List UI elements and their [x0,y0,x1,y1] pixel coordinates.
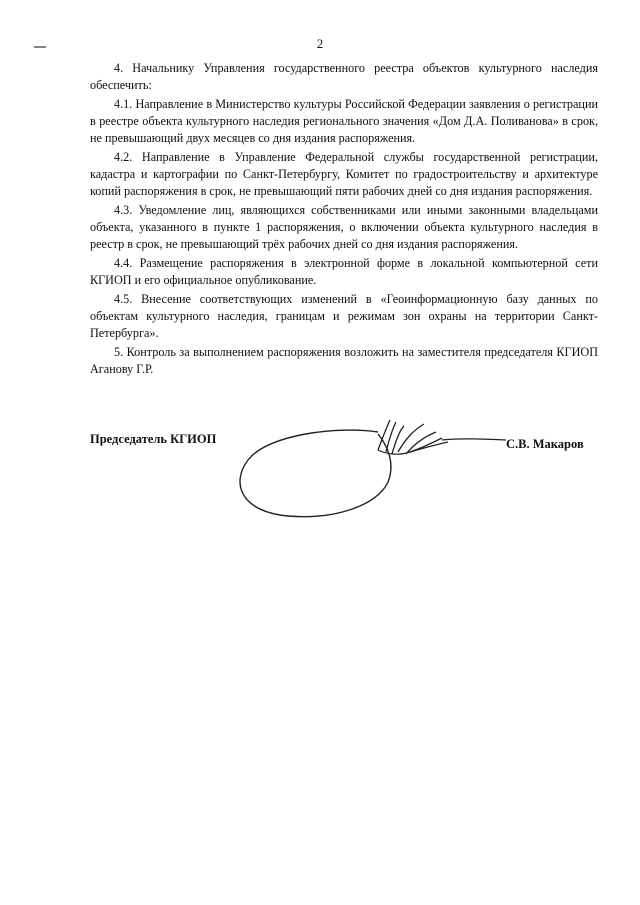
signatory-name: С.В. Макаров [506,437,584,451]
paragraph-item-4-5: 4.5. Внесение соответствующих изменений в «Геоинформационную базу данных по объектам культурного наследия, границам и режимам зон охраны на территории Санкт-Петербурга». [90,292,598,340]
paragraph-item-4: 4. Начальнику Управления государственного реестра объектов культурного наследия обеспечить: [90,61,598,92]
paragraph-item-4-4: 4.4. Размещение распоряжения в электронной форме в локальной компьютерной сети КГИОП и его официальное опубликование. [90,256,598,287]
handwritten-signature [228,412,518,522]
paragraph-item-5: 5. Контроль за выполнением распоряжения возложить на заместителя председателя КГИОП Аганову Г.Р. [90,345,598,376]
paragraph-item-4-2: 4.2. Направление в Управление Федеральной службы государственной регистрации, кадастра и картографии по Санкт-Петербургу, Комитет по градостроительству и архитектуре копий распоряжения в срок, не превышающий пяти рабочих дней со дня издания распоряжения. [90,150,598,198]
paragraph-item-4-3: 4.3. Уведомление лиц, являющихся собственниками или иными законными владельцами объекта, указанного в пункте 1 распоряжения, о включении объекта культурного наследия в реестр в срок, не превышающий трёх рабочих дней со дня издания распоряжения. [90,203,598,251]
paragraph-item-4-1: 4.1. Направление в Министерство культуры Российской Федерации заявления о регистрации в реестре объекта культурного наследия регионального значения «Дом Д.А. Поливанова» в срок, не превышающий двух месяцев со дня издания распоряжения. [90,97,598,145]
document-body [90,60,598,380]
page-number: 2 [316,36,324,51]
signatory-title: Председатель КГИОП [90,432,217,446]
